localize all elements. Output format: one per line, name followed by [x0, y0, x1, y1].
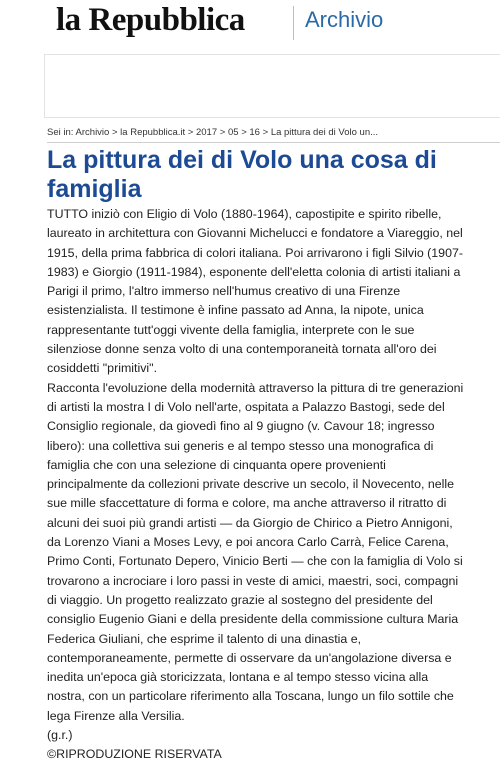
article-title: La pittura dei di Volo una cosa di famiglia	[47, 146, 437, 203]
breadcrumb-separator: >	[219, 127, 226, 138]
breadcrumb-separator: >	[241, 127, 247, 138]
breadcrumb-current: La pittura dei di Volo un...	[270, 127, 379, 138]
article-paragraph: Racconta l'evoluzione della modernità attraverso la pittura di tre generazioni di artisti la mostra I di Volo nell'arte, ospitata a Palazzo Bastogi, sede del Consiglio regionale, da giovedì fino al 9 giugno (v. Cavour 18; ingresso libero): una collettiva sui generis e al tempo stesso una monografica di famiglia che con una selezione di cinquanta opere provenienti principalmente da collezioni private descrive un secolo, il Novecento, nelle sue mille sfaccettature di forma e colore, ma anche attraverso il ritratto di alcuni dei suoi più grandi artisti — da Giorgio de Chirico a Pietro Annigoni, da Lorenzo Viani a Moses Levy, e poi ancora Carlo Carrà, Felice Carena, Primo Conti, Fortunato Depero, Vinicio Berti — che con la famiglia di Volo si trovarono a incrociare i loro passi in veste di amici, maestri, soci, compagni di viaggio. Un progetto realizzato grazie al sostegno del presidente del consiglio Eugenio Giani e della presidente della commissione cultura Maria Federica Giuliani, che esprime il talento di una dinastia e, contemporaneamente, permette di osservare da un'angolazione diversa e inedita un'epoca già storicizzata, lontana e al tempo stesso vicina alla nostra, con un particolare riferimento alla Toscana, lungo un filo sottile che lega Firenze alla Versilia.	[47, 380, 464, 723]
breadcrumb-link-archivio[interactable]: Archivio	[75, 127, 110, 138]
section-archivio-link[interactable]: Archivio	[305, 7, 384, 32]
breadcrumb-link-day[interactable]: 16	[249, 127, 260, 138]
breadcrumb-prefix: Sei in:	[47, 127, 74, 138]
site-header	[0, 0, 500, 54]
breadcrumb-link-year[interactable]: 2017	[195, 127, 218, 138]
breadcrumb-divider	[47, 142, 500, 143]
breadcrumb-link-repubblica[interactable]: la Repubblica.it	[120, 127, 186, 138]
ad-banner-placeholder	[44, 54, 500, 118]
breadcrumb-separator: >	[187, 127, 194, 138]
copyright-notice: ©RIPRODUZIONE RISERVATA	[47, 747, 222, 762]
article-body	[47, 205, 467, 765]
article-signature: (g.r.)	[47, 728, 73, 743]
breadcrumb-separator: >	[262, 127, 269, 138]
header-divider	[293, 6, 294, 40]
article-paragraph: TUTTO iniziò con Eligio di Volo (1880-1964), capostipite e spirito ribelle, laureato in architettura con Giovanni Michelucci e fondatore a Viareggio, nel 1915, della prima fabbrica di colori italiana. Poi arrivarono i figli Silvio (1907-1983) e Giorgio (1911-1984), esponente dell'eletta colonia di artisti italiani a Parigi il primo, l'altro immerso nell'humus creativo di una Firenze esistenzialista. Il testimone è infine passato ad Anna, la nipote, unica rappresentante tutt'oggi vivente della famiglia, interprete con le sue silenziose donne senza volto di una contemporaneità tornata all'oro dei cosiddetti "primitivi".	[47, 207, 463, 376]
breadcrumb-separator: >	[111, 127, 118, 138]
breadcrumb	[47, 127, 378, 138]
breadcrumb-link-month[interactable]: 05	[227, 127, 239, 138]
site-logo[interactable]: la Repubblica	[56, 2, 245, 38]
